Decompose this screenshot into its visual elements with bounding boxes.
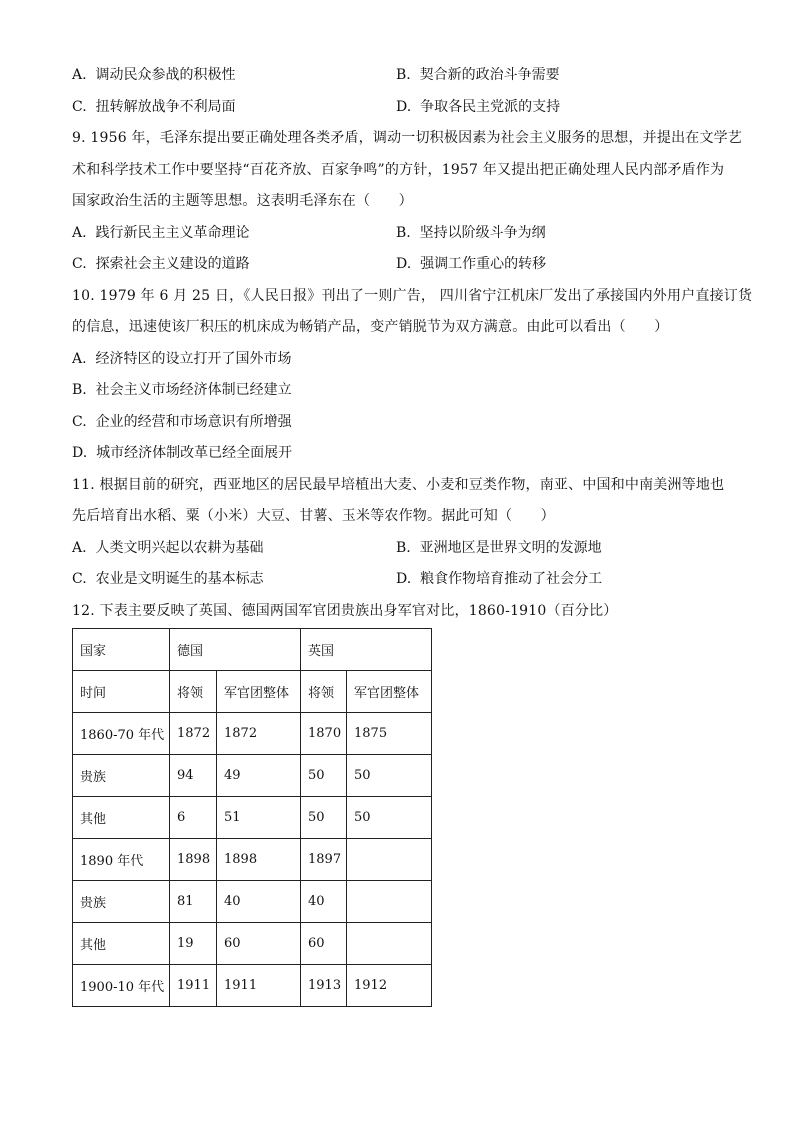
table-cell: 1872 — [217, 713, 301, 755]
table-header-row — [73, 629, 432, 671]
table-cell — [347, 881, 432, 923]
question-stem-line: 11. 根据目前的研究，西亚地区的居民最早培植出大麦、小麦和豆类作物，南亚、中国和中南美洲等地也 — [72, 476, 725, 493]
option-d[interactable]: D. 粮食作物培育推动了社会分工 — [396, 571, 603, 587]
table-cell: 1875 — [347, 713, 432, 755]
table-header-row — [73, 671, 432, 713]
question-11 — [72, 470, 725, 596]
table-cell: 1913 — [301, 965, 347, 1007]
option-a[interactable]: A. 践行新民主主义革命理论 — [72, 224, 250, 241]
table-cell: 军官团整体 — [217, 671, 301, 713]
table-cell: 81 — [170, 881, 217, 923]
table-cell: 军官团整体 — [347, 671, 432, 713]
table-row — [73, 965, 432, 1007]
question-stem-line: 10. 1979 年 6 月 25 日，《人民日报》刊出了一则广告， 四川省宁江机床厂发出了承接国内外用户直接订货 — [72, 287, 753, 304]
table-cell: 50 — [347, 755, 432, 797]
option-a[interactable]: A. 人类文明兴起以农耕为基础 — [72, 539, 264, 556]
question-stem-line: 9. 1956 年，毛泽东提出要正确处理各类矛盾，调动一切积极因素为社会主义服务的思想，并提出在文学艺 — [72, 130, 743, 146]
option-a[interactable]: A. 调动民众参战的积极性 — [72, 67, 236, 83]
table-cell: 将领 — [170, 671, 217, 713]
table-cell: 1872 — [170, 713, 217, 755]
table-cell: 1900-10 年代 — [73, 965, 170, 1007]
question-stem-line: 先后培育出水稻、粟（小米）大豆、甘薯、玉米等农作物。据此可知（ ） — [72, 508, 555, 524]
table-cell: 贵族 — [73, 755, 170, 797]
table-cell: 将领 — [301, 671, 347, 713]
exam-page — [72, 60, 753, 1007]
table-cell: 1911 — [170, 965, 217, 1007]
table-cell: 贵族 — [73, 881, 170, 923]
option-row — [72, 218, 722, 250]
question-10 — [72, 281, 753, 470]
table-cell: 时间 — [73, 671, 170, 713]
table-cell: 50 — [301, 755, 347, 797]
option-c[interactable]: C. 农业是文明诞生的基本标志 — [72, 571, 264, 587]
table-cell: 60 — [301, 923, 347, 965]
table-cell: 其他 — [73, 797, 170, 839]
option-d[interactable]: D. 城市经济体制改革已经全面展开 — [72, 445, 293, 461]
table-cell: 1897 — [301, 839, 347, 881]
table-cell — [347, 923, 432, 965]
table-cell: 1911 — [217, 965, 301, 1007]
question-stem-line: 国家政治生活的主题等思想。这表明毛泽东在（ ） — [72, 193, 413, 209]
table-row — [73, 881, 432, 923]
option-b[interactable]: B. 社会主义市场经济体制已经建立 — [72, 382, 292, 398]
table-cell: 德国 — [170, 629, 301, 671]
option-d[interactable]: D. 强调工作重心的转移 — [396, 256, 547, 272]
option-c[interactable]: C. 企业的经营和市场意识有所增强 — [72, 413, 292, 430]
table-cell: 19 — [170, 923, 217, 965]
table-cell: 其他 — [73, 923, 170, 965]
table-row — [73, 923, 432, 965]
table-cell: 1912 — [347, 965, 432, 1007]
table-cell — [347, 839, 432, 881]
option-row — [72, 249, 722, 281]
option-b[interactable]: B. 坚持以阶级斗争为纲 — [396, 224, 546, 241]
table-row — [73, 755, 432, 797]
table-cell: 6 — [170, 797, 217, 839]
option-b[interactable]: B. 亚洲地区是世界文明的发源地 — [396, 539, 602, 556]
table-cell: 94 — [170, 755, 217, 797]
table-cell: 49 — [217, 755, 301, 797]
table-row — [73, 713, 432, 755]
option-a[interactable]: A. 经济特区的设立打开了国外市场 — [72, 350, 292, 367]
question-8-options — [72, 60, 722, 123]
table-cell: 1898 — [170, 839, 217, 881]
table-cell: 1870 — [301, 713, 347, 755]
question-12 — [72, 596, 722, 1008]
option-b[interactable]: B. 契合新的政治斗争需要 — [396, 67, 560, 83]
table-cell: 国家 — [73, 629, 170, 671]
table-cell: 1898 — [217, 839, 301, 881]
option-c[interactable]: C. 扭转解放战争不利局面 — [72, 98, 236, 115]
table-cell: 1860-70 年代 — [73, 713, 170, 755]
table-cell: 40 — [301, 881, 347, 923]
table-cell: 60 — [217, 923, 301, 965]
option-row — [72, 533, 722, 565]
table-cell: 1890 年代 — [73, 839, 170, 881]
question-9 — [72, 123, 743, 281]
question-stem-line: 12. 下表主要反映了英国、德国两国军官团贵族出身军官对比，1860-1910（百分比） — [72, 602, 618, 619]
question-stem-line: 的信息，迅速使该厂积压的机床成为畅销产品，变产销脱节为双方满意。由此可以看出（ ） — [72, 319, 669, 335]
table-cell: 50 — [301, 797, 347, 839]
option-row — [72, 92, 722, 124]
option-d[interactable]: D. 争取各民主党派的支持 — [396, 98, 561, 115]
option-row — [72, 564, 722, 596]
option-row — [72, 60, 722, 92]
table-row — [73, 839, 432, 881]
table-row — [73, 797, 432, 839]
officer-comparison-table — [72, 628, 432, 1007]
table-cell: 51 — [217, 797, 301, 839]
table-cell: 英国 — [301, 629, 432, 671]
table-cell: 50 — [347, 797, 432, 839]
table-cell: 40 — [217, 881, 301, 923]
option-c[interactable]: C. 探索社会主义建设的道路 — [72, 256, 250, 272]
question-stem-line: 术和科学技术工作中要坚持“百花齐放、百家争鸣”的方针，1957 年又提出把正确处理人民内部矛盾作为 — [72, 161, 725, 178]
